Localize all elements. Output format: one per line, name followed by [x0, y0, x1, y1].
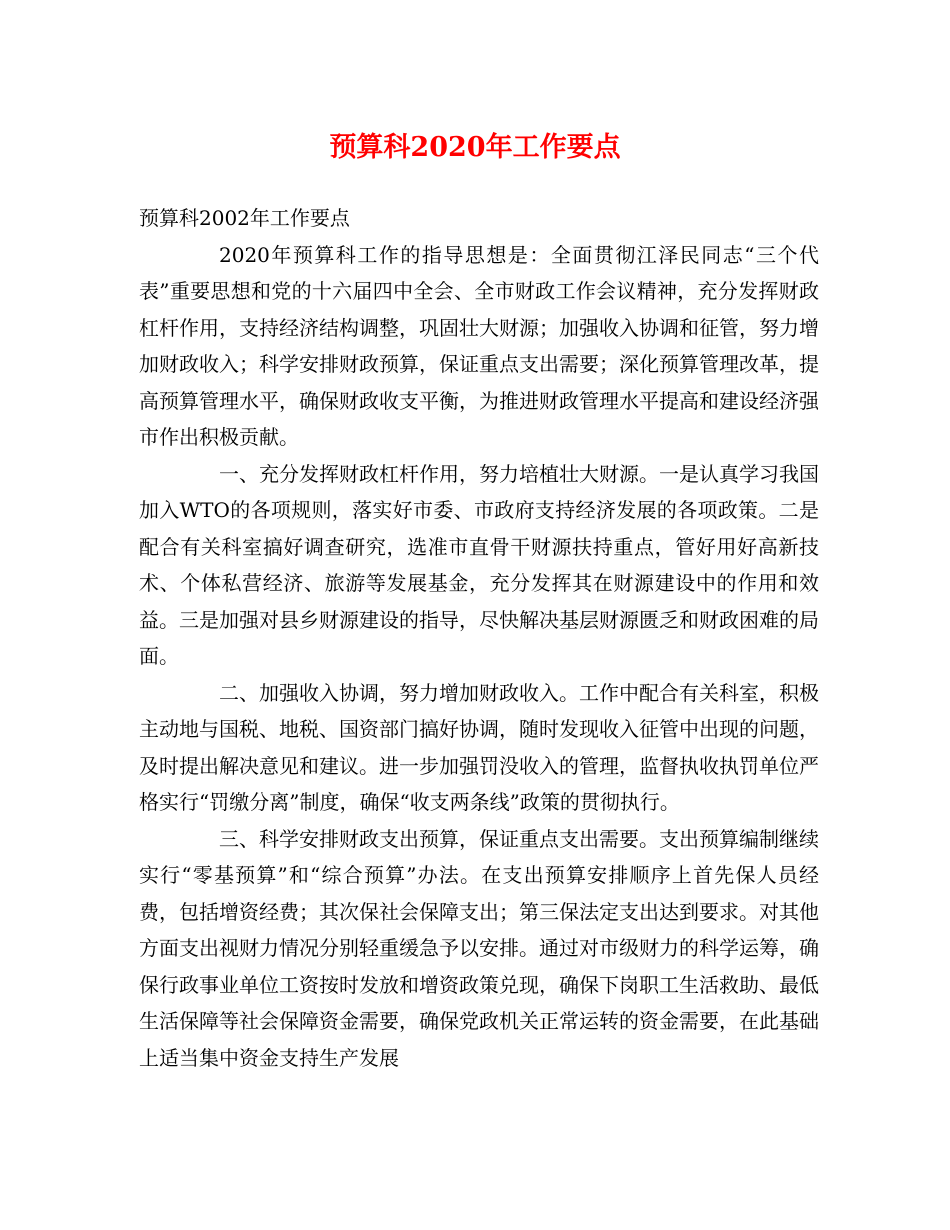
paragraph-section-one: 一、充分发挥财政杠杆作用，努力培植壮大财源。一是认真学习我国加入WTO的各项规则，落实好市委、市政府支持经济发展的各项政策。二是配合有关科室搞好调查研究，选准市直骨干财源扶持重点，管好用好高新技术、个体私营经济、旅游等发展基金，充分发挥其在财源建设中的作用和效益。三是加强对县乡财源建设的指导，尽快解决基层财源匮乏和财政困难的局面。 — [139, 461, 819, 668]
document-subtitle: 预算科2002年工作要点 — [139, 206, 350, 230]
paragraph-section-two: 二、加强收入协调，努力增加财政收入。工作中配合有关科室，积极主动地与国税、地税、国资部门搞好协调，随时发现收入征管中出现的问题，及时提出解决意见和建议。进一步加强罚没收入的管理，监督执收执罚单位严格实行“罚缴分离”制度，确保“收支两条线”政策的贯彻执行。 — [139, 680, 819, 814]
paragraph-guiding-thought: 2020年预算科工作的指导思想是：全面贯彻江泽民同志“三个代表”重要思想和党的十六届四中全会、全市财政工作会议精神，充分发挥财政杠杆作用，支持经济结构调整，巩固壮大财源；加强收入协调和征管，努力增加财政收入；科学安排财政预算，保证重点支出需要；深化预算管理改革，提高预算管理水平，确保财政收支平衡，为推进财政管理水平提高和建设经济强市作出积极贡献。 — [139, 242, 819, 449]
paragraph-section-three: 三、科学安排财政支出预算，保证重点支出需要。支出预算编制继续实行“零基预算”和“综合预算”办法。在支出预算安排顺序上首先保人员经费，包括增资经费；其次保社会保障支出；第三保法定支出达到要求。对其他方面支出视财力情况分别轻重缓急予以安排。通过对市级财力的科学运筹，确保行政事业单位工资按时发放和增资政策兑现，确保下岗职工生活救助、最低生活保障等社会保障资金需要，确保党政机关正常运转的资金需要，在此基础上适当集中资金支持生产发展 — [139, 826, 819, 1070]
document-body — [139, 200, 819, 1076]
document-title: 预算科2020年工作要点 — [329, 132, 621, 163]
